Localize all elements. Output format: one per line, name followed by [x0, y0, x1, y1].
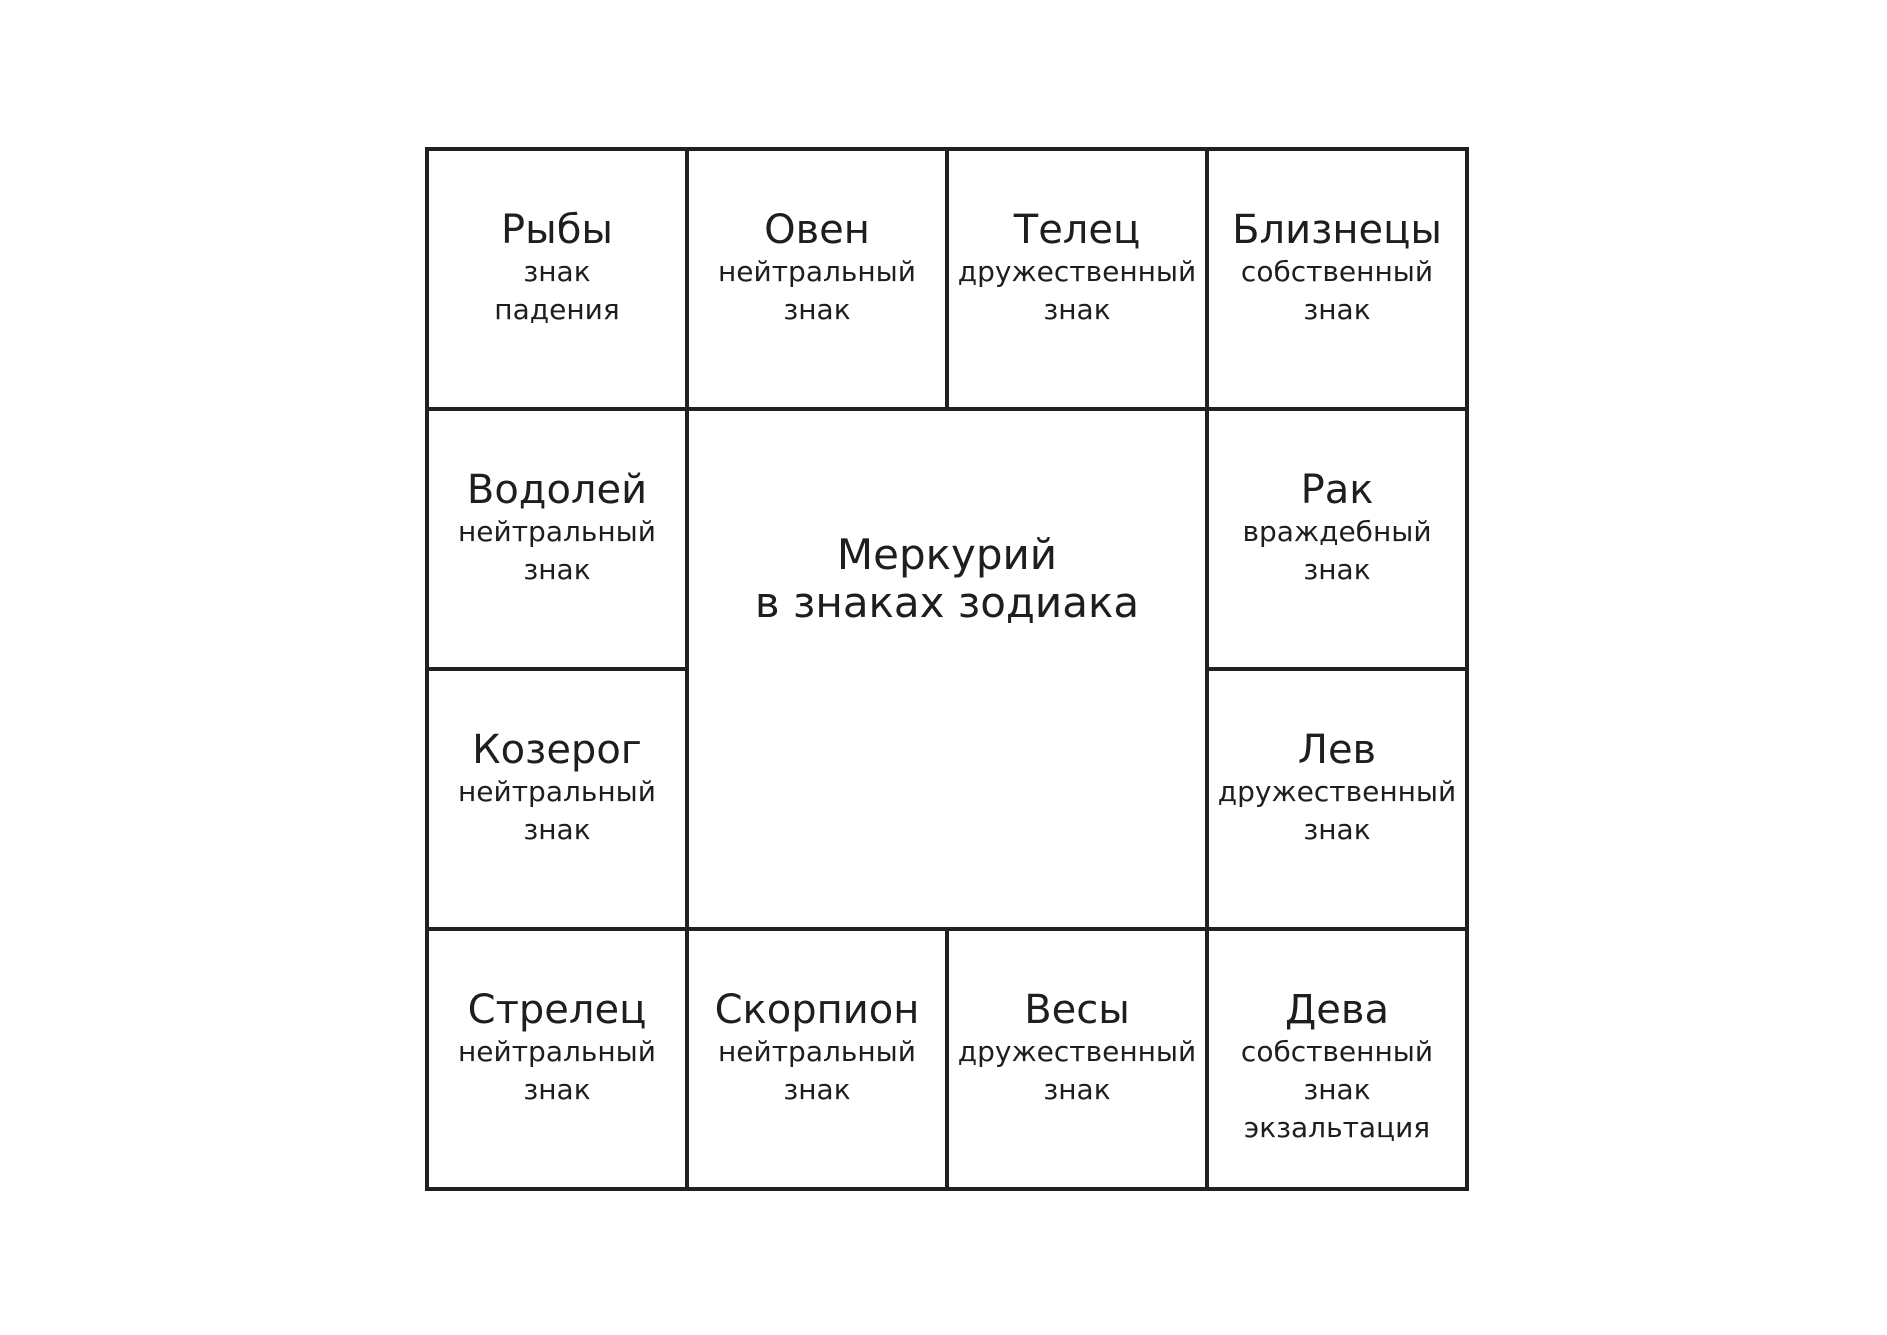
sign-desc-line: нейтральный [718, 255, 916, 288]
sign-name: Рыбы [501, 207, 613, 253]
sign-desc-line: знак [523, 255, 591, 288]
sign-desc-line: знак [783, 293, 851, 326]
cell-scorpio [685, 927, 949, 1191]
sign-name: Козерог [472, 727, 642, 773]
cell-capricorn [425, 667, 689, 931]
sign-desc-line: собственный [1240, 255, 1434, 288]
sign-name: Дева [1285, 987, 1389, 1033]
center-title-cell [685, 407, 1209, 931]
sign-desc-line: знак [1043, 293, 1111, 326]
cell-leo [1205, 667, 1469, 931]
cell-pisces [425, 147, 689, 411]
sign-desc-line: нейтральный [458, 1035, 656, 1068]
sign-desc-line: нейтральный [458, 515, 656, 548]
sign-desc-line: знак [1303, 813, 1371, 846]
sign-name: Весы [1024, 987, 1130, 1033]
cell-gemini [1205, 147, 1469, 411]
cell-aries [685, 147, 949, 411]
sign-desc-line: знак [523, 813, 591, 846]
cell-sagittarius [425, 927, 689, 1191]
sign-name: Лев [1297, 727, 1377, 773]
sign-desc-line: дружественный [957, 255, 1197, 288]
sign-name: Водолей [466, 467, 648, 513]
sign-desc-line: дружественный [1217, 775, 1457, 808]
sign-name: Овен [764, 207, 870, 253]
sign-desc-line: дружественный [957, 1035, 1197, 1068]
sign-name: Близнецы [1232, 207, 1442, 253]
sign-desc-line: нейтральный [458, 775, 656, 808]
cell-cancer [1205, 407, 1469, 671]
sign-desc-line: знак [1303, 553, 1371, 586]
sign-desc-line: знак [783, 1073, 851, 1106]
sign-desc-line: знак [523, 553, 591, 586]
sign-name: Рак [1300, 467, 1374, 513]
cell-aquarius [425, 407, 689, 671]
sign-desc-line: знак [1043, 1073, 1111, 1106]
zodiac-square-chart [425, 147, 1473, 1195]
sign-desc-line: собственный [1240, 1035, 1434, 1068]
sign-name: Скорпион [714, 987, 920, 1033]
sign-desc-line: знак [1303, 293, 1371, 326]
center-title-line2: в знаках зодиака [754, 578, 1140, 627]
sign-desc-line: враждебный [1242, 515, 1432, 548]
center-title-line1: Меркурий [836, 530, 1058, 579]
cell-taurus [945, 147, 1209, 411]
sign-name: Телец [1013, 207, 1141, 253]
sign-desc-line: нейтральный [718, 1035, 916, 1068]
cell-libra [945, 927, 1209, 1191]
sign-desc-line: падения [494, 293, 620, 326]
sign-desc-line: знак [1303, 1073, 1371, 1106]
sign-desc-line: знак [523, 1073, 591, 1106]
sign-desc-line: экзальтация [1243, 1111, 1431, 1144]
cell-virgo [1205, 927, 1469, 1191]
sign-name: Стрелец [467, 987, 647, 1033]
